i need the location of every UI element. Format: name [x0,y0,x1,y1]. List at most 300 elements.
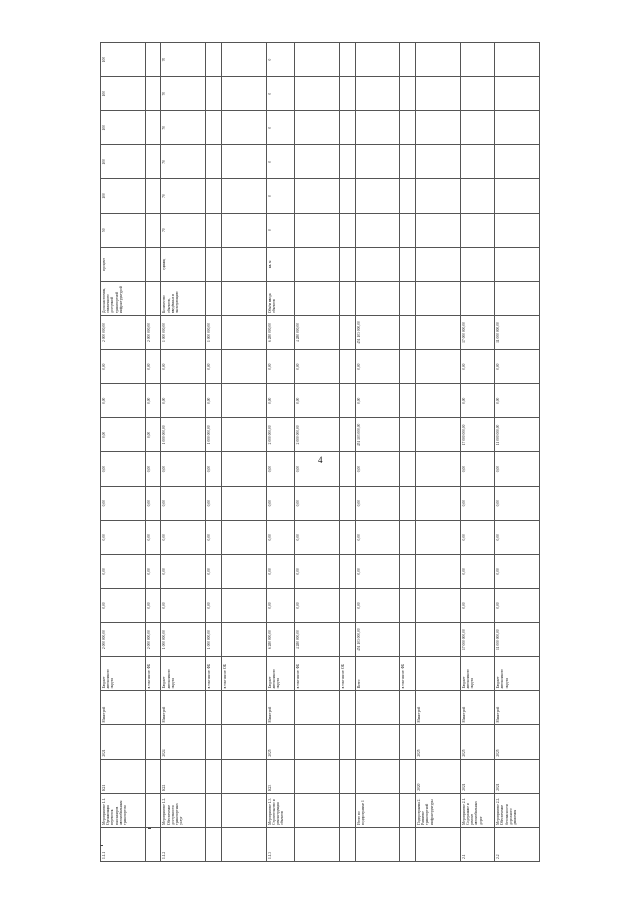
table-cell: 0,00 [161,384,206,418]
table-cell: 0,00 [495,452,540,486]
table-cell: 1 000 000,00 [206,418,222,452]
table-cell [295,691,340,725]
table-cell: 2025 [495,725,540,759]
table-cell [339,589,355,623]
table-cell [400,384,416,418]
table-cell [295,43,340,77]
table-cell: 0,00 [101,554,146,588]
table-cell [206,247,222,281]
table-cell [145,691,161,725]
table-cell: 100 [101,43,146,77]
table-cell [416,281,461,315]
table-cell: Итого по подпрограмме 1 [355,793,400,827]
table-cell: 0,00 [101,520,146,554]
table-cell: 2 000 000,00 [145,316,161,350]
table-cell: 11 000 000,00 [495,418,540,452]
table-cell: 70 [161,43,206,77]
table-cell: 4 280 000,00 [295,623,340,657]
page-number: 4 [318,455,323,465]
table-cell [339,179,355,213]
table-cell [400,793,416,827]
table-cell [400,111,416,145]
table-cell: 0,00 [266,486,295,520]
table-cell [145,43,161,77]
table-cell: единиц [161,247,206,281]
table-cell [400,247,416,281]
table-cell [495,77,540,111]
table-cell [495,111,540,145]
table-cell: 0,00 [355,486,400,520]
table-cell: 0,00 [206,554,222,588]
table-cell [355,213,400,247]
table-cell [416,213,461,247]
table-cell: 2025 [266,725,295,759]
table-cell: 2 000 000,00 [101,623,146,657]
table-cell: 0,00 [161,452,206,486]
table-cell: Подпрограмма 2. Развитие транспортной инфраструктуры [416,793,461,827]
table-row [460,43,495,862]
table-cell: 2 000 000,00 [101,316,146,350]
table-cell [416,316,461,350]
table-cell: 2025 [416,725,461,759]
table-cell: 0,00 [495,589,540,623]
table-cell [221,43,266,77]
table-cell [221,316,266,350]
table-cell [295,793,340,827]
table-cell: в том числе: ФБ [206,657,222,691]
table-cell: 2 000 000,00 [295,418,340,452]
rotated-budget-table [100,42,540,862]
table-cell: 0 [266,43,295,77]
table-cell [339,384,355,418]
table-cell: 0,00 [355,452,400,486]
table-cell: 70 [161,111,206,145]
table-cell [416,350,461,384]
table-cell [339,111,355,145]
table-cell [355,247,400,281]
table-cell: в том числе: ФБ [295,657,340,691]
table-cell: Бюджет автономного округа [161,657,206,691]
table-cell [339,691,355,725]
table-cell: 70 [161,213,206,247]
table-cell: 0,00 [145,554,161,588]
table-cell [495,213,540,247]
table-cell [355,179,400,213]
table-row [339,43,355,862]
table-cell: 0,00 [295,589,340,623]
table-cell: 17 000 000,00 [460,418,495,452]
budget-table [100,42,540,862]
table-cell [221,486,266,520]
scan-mark [100,845,103,846]
table-cell: 70 [161,145,206,179]
table-cell [295,725,340,759]
table-cell: Доля населения, охваченного доступной транспортной инфраструктурой [101,281,146,315]
table-cell: 451 103 000,00 [355,316,400,350]
table-cell [145,793,161,827]
table-cell: 0,00 [266,589,295,623]
table-cell: 0,00 [355,350,400,384]
table-cell [355,43,400,77]
table-cell: 100 [101,77,146,111]
table-cell: 0,00 [460,384,495,418]
table-cell [339,725,355,759]
table-cell [460,179,495,213]
table-cell: 2020 [416,759,461,793]
table-cell [400,623,416,657]
table-cell [355,759,400,793]
table-cell: 0,00 [161,350,206,384]
table-row [295,43,340,862]
table-cell [221,793,266,827]
table-cell: 0,00 [101,418,146,452]
scan-mark [148,828,151,829]
table-cell [416,827,461,861]
table-cell [295,111,340,145]
table-cell: 0,00 [266,384,295,418]
table-cell: 0,00 [101,589,146,623]
table-cell: 0,00 [495,520,540,554]
table-cell [460,213,495,247]
table-cell [221,554,266,588]
table-cell [495,179,540,213]
table-cell: 1 000 000,00 [206,316,222,350]
table-cell [339,213,355,247]
table-cell [460,43,495,77]
table-cell [221,213,266,247]
table-cell [145,827,161,861]
table-cell: 0 [266,179,295,213]
table-cell [495,145,540,179]
table-row [206,43,222,862]
table-cell [495,247,540,281]
table-cell: в том числе: ФБ [145,657,161,691]
table-cell: 0 [266,77,295,111]
table-cell [145,759,161,793]
table-cell [145,111,161,145]
table-cell [400,316,416,350]
table-cell [416,418,461,452]
table-cell: 0 [266,145,295,179]
table-cell: 17 000 000,00 [460,623,495,657]
table-cell [400,725,416,759]
table-cell [400,759,416,793]
table-cell: 2024 [161,725,206,759]
table-cell [206,691,222,725]
table-cell: Всего [355,657,400,691]
table-cell: 451 103 000,00 [355,623,400,657]
table-cell [339,623,355,657]
table-cell [400,213,416,247]
table-cell [339,247,355,281]
table-cell: 0,00 [101,486,146,520]
table-cell: 0,00 [460,452,495,486]
table-cell [221,145,266,179]
table-cell [221,111,266,145]
table-cell: 1.1.1 [101,827,146,861]
table-cell [221,759,266,793]
table-cell: 0,00 [161,589,206,623]
table-cell [221,247,266,281]
table-cell [206,793,222,827]
table-cell [221,589,266,623]
table-cell: 1 000 000,00 [161,418,206,452]
table-cell: 0,00 [266,520,295,554]
table-cell [339,452,355,486]
table-cell [339,281,355,315]
table-cell: 0,00 [161,554,206,588]
table-cell [206,77,222,111]
table-cell [416,657,461,691]
table-cell: 0,00 [460,350,495,384]
table-cell [416,111,461,145]
table-cell [221,452,266,486]
table-cell: 0,00 [206,520,222,554]
table-cell [145,725,161,759]
table-cell: кв. м [266,247,295,281]
table-cell [295,247,340,281]
table-cell [145,179,161,213]
table-cell: Минстрой [161,691,206,725]
table-cell [495,281,540,315]
table-cell: 70 [161,77,206,111]
table-cell [460,111,495,145]
table-cell [355,281,400,315]
table-cell [355,111,400,145]
table-cell [400,452,416,486]
table-row [495,43,540,862]
table-cell: Бюджет автономного округа [495,657,540,691]
table-cell: 100 [101,179,146,213]
table-cell: 0,00 [495,350,540,384]
table-cell: 0,00 [145,589,161,623]
table-cell [206,725,222,759]
table-cell [295,179,340,213]
table-cell [416,43,461,77]
table-cell [400,486,416,520]
table-cell: 1 000 000,00 [161,623,206,657]
table-cell [221,384,266,418]
table-cell [339,554,355,588]
table-cell [206,179,222,213]
table-cell [416,623,461,657]
table-cell: Минстрой [101,691,146,725]
table-cell: 50 [101,213,146,247]
table-cell [339,77,355,111]
table-cell [145,77,161,111]
table-cell [339,520,355,554]
table-cell [221,418,266,452]
table-cell: 0,00 [355,589,400,623]
table-cell: 0,00 [145,520,161,554]
table-cell: 2021 [495,759,540,793]
table-cell: 0 [266,213,295,247]
table-cell: в том числе: ОБ [221,657,266,691]
table-cell: 0,00 [295,554,340,588]
table-cell: 0,00 [161,520,206,554]
table-cell [295,77,340,111]
table-cell [339,145,355,179]
table-cell: 70 [161,179,206,213]
table-row [266,43,295,862]
table-cell: 0,00 [101,350,146,384]
table-cell: 0,00 [460,554,495,588]
table-cell: К21 [101,759,146,793]
table-cell [416,145,461,179]
table-cell [221,691,266,725]
table-row [221,43,266,862]
table-row [145,43,161,862]
table-cell [460,145,495,179]
table-cell [400,691,416,725]
table-cell: 0,00 [145,452,161,486]
table-cell: 2021 [101,725,146,759]
table-cell [339,486,355,520]
table-row [161,43,206,862]
table-cell [339,418,355,452]
table-cell [145,213,161,247]
table-row [400,43,416,862]
table-cell [416,520,461,554]
table-cell [206,759,222,793]
table-cell [400,179,416,213]
table-cell [295,827,340,861]
table-cell: 4 280 000,00 [295,316,340,350]
table-cell: 1 000 000,00 [206,623,222,657]
table-cell [339,793,355,827]
table-cell [355,691,400,725]
table-cell [339,759,355,793]
table-row [101,43,146,862]
table-cell: 0,00 [266,350,295,384]
table-cell [221,725,266,759]
table-cell: Мероприятие 1.3. Строительство и реконструкция объектов [266,793,295,827]
table-cell: 0,00 [145,418,161,452]
table-cell: Бюджет автономного округа [266,657,295,691]
table-cell: Минстрой [460,691,495,725]
table-cell [400,77,416,111]
table-cell: 0,00 [495,554,540,588]
table-cell: 451 103 000,00 [355,418,400,452]
table-cell [221,623,266,657]
table-cell: 0,00 [161,486,206,520]
table-cell [495,43,540,77]
table-cell: Объём ввода объектов [266,281,295,315]
table-cell: 0,00 [206,350,222,384]
table-cell: Количество объектов, введённых в эксплуатацию [161,281,206,315]
table-cell [295,281,340,315]
table-cell [206,43,222,77]
table-cell [221,281,266,315]
table-cell [221,520,266,554]
table-cell [145,281,161,315]
table-cell: 2.2 [495,827,540,861]
table-cell: К22 [161,759,206,793]
table-cell: 0,00 [460,520,495,554]
table-cell: процент [101,247,146,281]
table-cell: 0,00 [145,350,161,384]
table-cell: 0,00 [295,486,340,520]
table-cell [460,77,495,111]
table-cell: 0,00 [101,452,146,486]
table-cell [416,452,461,486]
table-cell [295,759,340,793]
table-cell [400,589,416,623]
table-cell: 0,00 [295,350,340,384]
table-cell: 0,00 [145,384,161,418]
table-cell [221,827,266,861]
table-cell [400,350,416,384]
table-cell [416,384,461,418]
table-cell: 0,00 [206,589,222,623]
table-cell: 0,00 [295,452,340,486]
table-cell: 0,00 [295,384,340,418]
table-cell: Мероприятие 1.1. Организация перевозок пассажиров автомобильным транспортом [101,793,146,827]
table-cell: 0,00 [295,520,340,554]
table-cell [339,43,355,77]
table-cell [221,77,266,111]
table-cell: К23 [266,759,295,793]
table-cell [400,43,416,77]
table-cell: 0,00 [355,384,400,418]
table-cell [460,281,495,315]
table-cell: 0 [266,111,295,145]
table-cell: 17 000 000,00 [460,316,495,350]
table-cell [416,247,461,281]
table-cell [206,213,222,247]
table-cell: 2021 [460,759,495,793]
table-cell: Минстрой [416,691,461,725]
table-cell: 2 000 000,00 [145,623,161,657]
table-cell: 1 000 000,00 [161,316,206,350]
table-cell: 0,00 [206,452,222,486]
table-cell: Мероприятие 2.2. Обеспечение безопасности дорожного движения [495,793,540,827]
table-cell: 0,00 [266,452,295,486]
table-cell: 100 [101,145,146,179]
table-row [416,43,461,862]
table-cell [400,145,416,179]
table-cell [400,418,416,452]
table-cell [145,145,161,179]
table-cell: 2 000 000,00 [266,418,295,452]
table-cell: 0,00 [460,589,495,623]
table-cell [295,145,340,179]
table-cell [355,145,400,179]
table-cell [295,213,340,247]
table-cell [221,350,266,384]
table-cell: 0,00 [145,486,161,520]
table-cell: 0,00 [266,554,295,588]
table-cell: 1.1.2 [161,827,206,861]
table-cell [355,827,400,861]
table-cell: 11 000 000,00 [495,316,540,350]
table-cell [416,589,461,623]
table-cell: 2025 [460,725,495,759]
table-cell: 11 000 000,00 [495,623,540,657]
table-cell: в том числе: ОБ [339,657,355,691]
table-cell [206,281,222,315]
table-cell [339,316,355,350]
table-cell: 6 280 000,00 [266,623,295,657]
table-cell: 0,00 [355,554,400,588]
table-cell: Мероприятие 1.2. Обеспечение доступности транспортных услуг [161,793,206,827]
table-cell: Минстрой [495,691,540,725]
table-cell [145,247,161,281]
table-cell: Бюджет автономного округа [460,657,495,691]
table-cell: Минстрой [266,691,295,725]
table-cell [206,111,222,145]
table-cell: 0,00 [101,384,146,418]
